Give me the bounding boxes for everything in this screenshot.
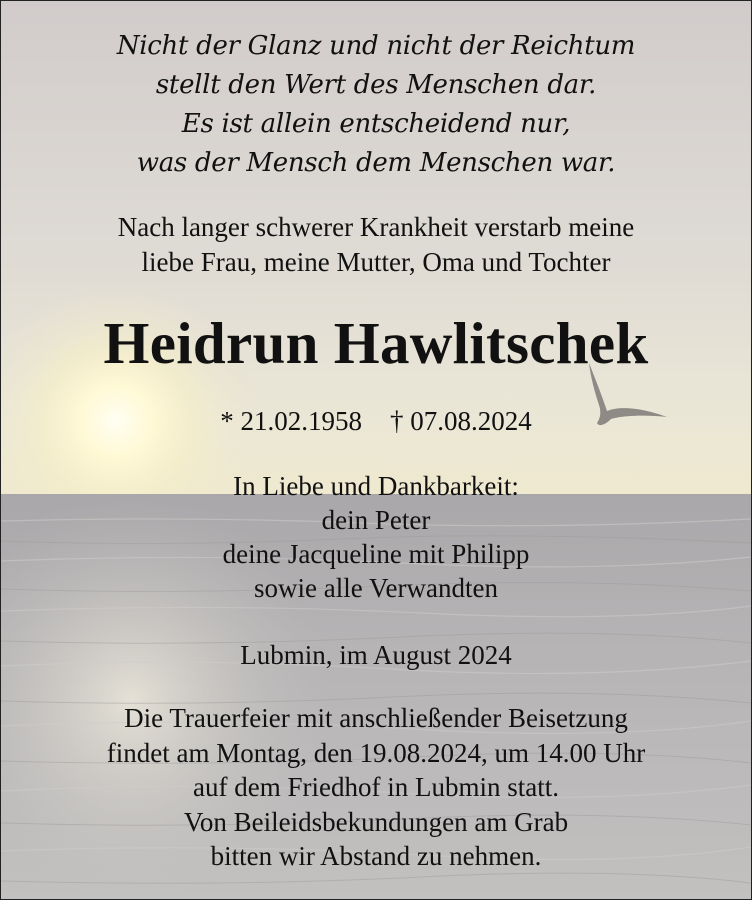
- poem-line: Nicht der Glanz und nicht der Reichtum: [116, 31, 636, 61]
- mourner-line: In Liebe und Dankbarkeit:: [233, 471, 519, 501]
- mourner-line: sowie alle Verwandten: [254, 573, 498, 603]
- funeral-information: [1, 701, 751, 874]
- life-dates: [1, 403, 751, 439]
- announcement-line: Nach langer schwerer Krankheit verstarb meine: [117, 212, 635, 242]
- place-and-date: Lubmin, im August 2024: [240, 640, 512, 670]
- memorial-poem: [1, 27, 751, 183]
- deceased-name: Heidrun Hawlitschek: [103, 310, 649, 376]
- funeral-line: auf dem Friedhof in Lubmin statt.: [193, 772, 559, 802]
- birth-date: * 21.02.1958: [220, 406, 362, 436]
- funeral-line: bitten wir Abstand zu nehmen.: [210, 841, 542, 871]
- notice-content: [1, 1, 751, 899]
- funeral-line: Die Trauerfeier mit anschließender Beisetzung: [124, 703, 628, 733]
- mourner-line: deine Jacqueline mit Philipp: [222, 539, 530, 569]
- funeral-line: findet am Montag, den 19.08.2024, um 14.00 Uhr: [106, 737, 646, 768]
- mourners-list: [1, 469, 751, 605]
- death-announcement: [1, 210, 751, 280]
- funeral-line: Von Beileidsbekundungen am Grab: [183, 806, 569, 837]
- death-date: † 07.08.2024: [390, 406, 532, 436]
- announcement-line: liebe Frau, meine Mutter, Oma und Tochter: [141, 247, 611, 277]
- poem-line: stellt den Wert des Menschen dar.: [155, 70, 597, 100]
- poem-line: was der Mensch dem Menschen war.: [136, 148, 616, 178]
- poem-line: Es ist allein entscheidend nur,: [181, 109, 571, 139]
- mourner-line: dein Peter: [321, 505, 431, 535]
